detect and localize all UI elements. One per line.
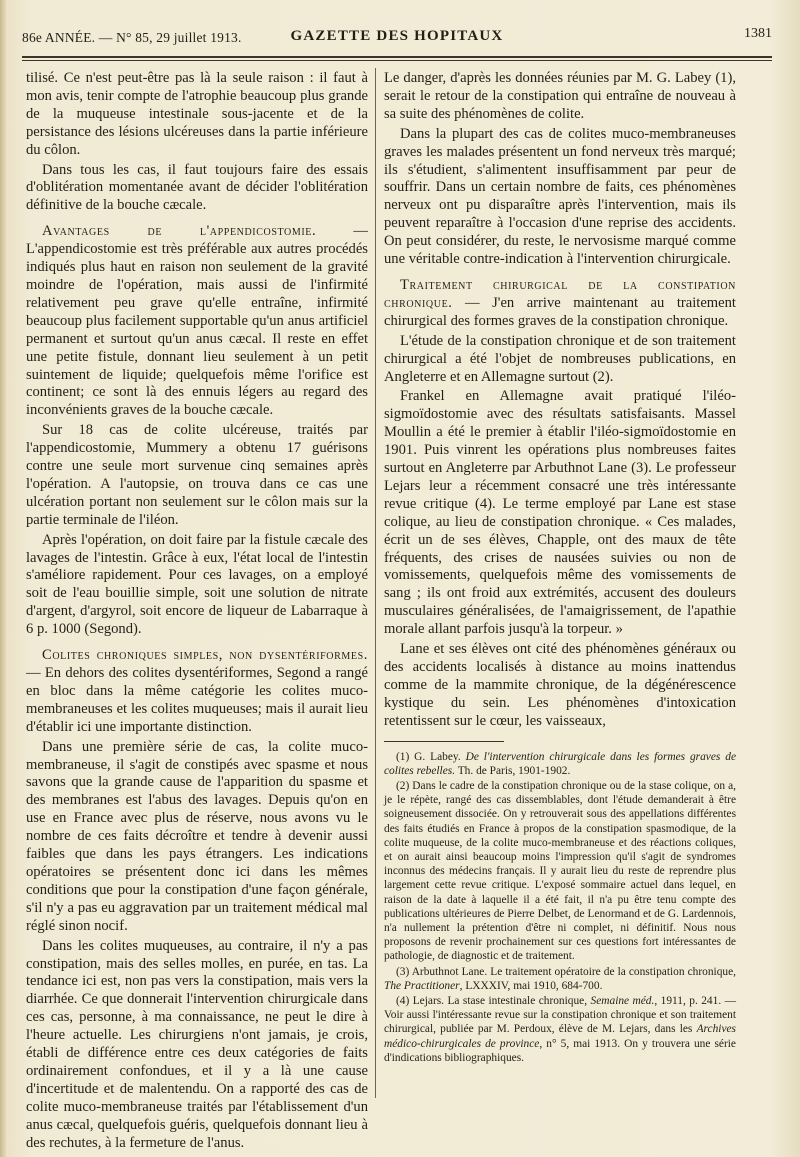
footnote-title: The Practitioner — [384, 979, 460, 992]
footnote-text: Th. de Paris, 1901-1902. — [455, 764, 571, 777]
footnote-text: , n° 5, mai 1913. On y trouvera une série d'indications bibliographiques. — [384, 1037, 736, 1064]
paragraph: tilisé. Ce n'est peut-être pas là la seule raison : il faut à mon avis, tenir compte de l'atrophie beaucoup plus grande de la muqueuse intestinale sous-jacente et de la persistance des lésions ulcéreuses dans la partie inférieure du côlon. — [26, 70, 368, 158]
page-number: 1381 — [744, 26, 772, 41]
section-text: — J'en arrive maintenant au traitement chirurgical des formes graves de la constipation chronique. — [384, 294, 736, 329]
footnotes — [384, 750, 736, 1065]
footnote-3 — [384, 965, 736, 993]
section-paragraph — [26, 647, 368, 737]
issue-info: 86e ANNÉE. — N° 85, 29 juillet 1913. — [22, 30, 242, 45]
footnote-text: , LXXXIV, mai 1910, 684-700. — [459, 979, 603, 992]
section-text: — En dehors des colites dysentériformes, Segond a rangé en bloc dans la même catégorie les colites muco-membraneuses et les colites muqueuses; mais il aurait lieu d'établir ici une importante distinction. — [26, 665, 368, 735]
paragraph: Dans tous les cas, il faut toujours faire des essais d'oblitération momentanée avant de décider l'oblitération définitive de la bouche cæcale. — [26, 161, 368, 214]
journal-title: GAZETTE DES HOPITAUX — [290, 28, 504, 44]
footnote-2: (2) Dans le cadre de la constipation chronique ou de la stase colique, on a, je le répète, rangé des cas dissemblables, dont l'étude demanderait à être soigneusement dissociée. On y retrouverait sous des appellations différentes des faits étudiés en France à propos de la constipation spasmodique, de la colite muqueuse, de la colite muco-membraneuse et des réactions coliques, et on aurait ainsi beaucoup moins l'impression qu'il s'agit de syndromes inconnus des médecins français. Il y aurait lieu du reste de reprendre plus largement cette revue critique. L'exposé sommaire actuel dans lequel, en raison de la date à laquelle il a été fait, il n'a pu être tenu compte des publications ultérieures de Pierre Delbet, de Lenormand et de G. Lardennois, n'a nullement la prétention d'être ni complet, ni définitif. Nous nous proposons de revenir prochainement sur ces questions fort intéressantes de pathologie, de diagnostic et de traitement. — [384, 780, 736, 963]
header-rule — [22, 56, 772, 58]
footnote-text: (3) Arbuthnot Lane. Le traitement opératoire de la constipation chronique, — [396, 965, 736, 978]
section-heading: Avantages de l'appendicostomie. — [42, 223, 317, 240]
paragraph: Après l'opération, on doit faire par la fistule cæcale des lavages de l'intestin. Grâce à eux, l'état local de l'intestin s'améliore rapidement. Pour ces lavages, on a employé soit de l'eau bouillie simple, soit une solution de nitrate d'argent, d'argyrol, soit encore de liqueur de Labarraque à 6 p. 1000 (Segond). — [26, 531, 368, 638]
footnote-title: De l'intervention chirurgicale dans les formes graves de colites rebelles. — [384, 750, 737, 777]
footnote-text: (1) G. Labey. — [396, 750, 466, 763]
section-paragraph — [26, 223, 368, 420]
footnote-text: (4) Lejars. La stase intestinale chronique, — [396, 995, 591, 1008]
left-column — [26, 70, 368, 1154]
paragraph: Dans la plupart des cas de colites muco-membraneuses graves les malades présentent un fond nerveux très marqué; ils s'étudient, s'alimentent insuffisamment par peur de souffrir. Dans un certain nombre de faits, ces phénomènes nerveux ont pu disparaître après l'intervention, mais ils peuvent reparaître à l'occasion d'une reprise des accidents. On peut considérer, du reste, le nervosisme marqué comme une véritable contre-indication à l'intervention chirurgicale. — [384, 125, 736, 268]
footnote-rule — [384, 741, 504, 742]
paragraph: Dans une première série de cas, la colite muco-membraneuse, il s'agit de constipés avec spasme et nous savons que la grande cause de l'apparition du spasme et des membranes est l'abus des lavages. Depuis qu'on en use en France avec plus de réserve, nous avons vu le nombre de ces faits décroître et tendre à devenir aussi faibles que dans les pays étrangers. Les indications opératoires se présentent donc ici dans les mêmes conditions que pour la constipation d'une façon générale, s'il n'y a pas eu aggravation par un traitement médical mal réglé sinon nocif. — [26, 738, 368, 934]
paragraph: Dans les colites muqueuses, au contraire, il n'y a pas constipation, mais des selles molles, en purée, en tas. La tendance ici est, non pas vers la constipation, mais vers la diarrhée. Ce que donnerait l'intervention chirurgicale dans ces cas, personne, à ma connaissance, ne peut le dire à l'heure actuelle. Les chirurgiens n'ont jamais, je crois, établi de différence entre ces deux catégories de faits ordinairement confondues, et il y a là une cause d'incertitude et de malentendu. On a rapporté des cas de colite muco-membraneuse traités par l'établissement d'un anus cæcal, quelquefois guéris, quelquefois donnant lieu à des rechutes, à la fermeture de l'anus. — [26, 937, 368, 1151]
paragraph: Lane et ses élèves ont cité des phénomènes généraux ou des accidents localisés à distance au moins inattendus comme de la mammite chronique, de la dégénérescence kystique du sein. Les phénomènes d'intoxication retentissent sur le cœur, les vaisseaux, — [384, 641, 736, 729]
column-divider — [375, 68, 376, 1098]
section-text: — L'appendicostomie est très préférable aux autres procédés indiqués plus haut en raison non seulement de la gravité moindre de l'opération, mais aussi de l'infirmité relativement peu grave qu'elle entraîne, infirmité beaucoup plus facilement supportable qu'un anus artificiel permanent et surtout qu'un anus cæcal. Il reste en effet une petite fistule, donnant lieu seulement à un petit suintement de liquide; quelquefois même l'orifice est continent; ce sont là des ennuis légers au regard des inconvénients graves de la bouche cæcale. — [26, 223, 368, 419]
paragraph: L'étude de la constipation chronique et de son traitement chirurgical a été l'objet de nombreuses publications, en Angleterre et en Allemagne surtout (2). — [384, 332, 736, 385]
footnote-1 — [384, 750, 736, 778]
right-column — [384, 70, 736, 1066]
paragraph: Le danger, d'après les données réunies par M. G. Labey (1), serait le retour de la constipation qui entraîne de nouveau à sa suite des phénomènes de colite. — [384, 70, 736, 122]
section-paragraph — [384, 277, 736, 331]
binding-shadow — [0, 0, 8, 1157]
paragraph: Sur 18 cas de colite ulcéreuse, traités par l'appendicostomie, Mummery a obtenu 17 guérisons contre une seule mort survenue cinq semaines après l'opération. A l'autopsie, on trouva dans ce cas une ulcération portant non seulement sur le côlon mais sur la partie terminale de l'iléon. — [26, 422, 368, 528]
section-heading: Colites chroniques simples, non dysentériformes. — [42, 647, 368, 664]
footnote-title: Semaine méd. — [590, 995, 655, 1008]
header-rule-thin — [22, 60, 772, 61]
section-heading: Traitement chirurgical de la constipation chronique. — [384, 276, 736, 311]
footnote-title: Archives médico-chirurgicales de province — [384, 1023, 736, 1050]
running-header — [22, 22, 772, 50]
paragraph: Frankel en Allemagne avait pratiqué l'iléo-sigmoïdostomie avec des résultats satisfaisants. Massel Moullin a été le premier à établir l'iléo-sigmoïdostomie en 1901. Puis vinrent les opérations plus nombreuses faites surtout en Angleterre par Arbuthnot Lane (3). Le professeur Lejars leur a récemment consacré une très intéressante revue critique (4). Le terme employé par Lane est stase colique, au lieu de constipation chronique. « Ces malades, écrit un de ses élèves, Chapple, ont des maux de tête fréquents, des crises de nausées suivies ou non de vomissements, quelquefois même des vomissements de sang ; ils ont froid aux extrémités, accusent des douleurs musculaires généralisées, de l'amaigrissement, de l'apathie morale allant parfois jusqu'à la torpeur. » — [384, 388, 736, 638]
footnote-text: , 1911, p. 241. — Voir aussi l'intéressante revue sur la constipation chronique et son traitement chirurgical, publiée par M. Perdoux, élève de M. Lejars, dans les — [384, 995, 736, 1036]
footnote-4 — [384, 994, 736, 1065]
